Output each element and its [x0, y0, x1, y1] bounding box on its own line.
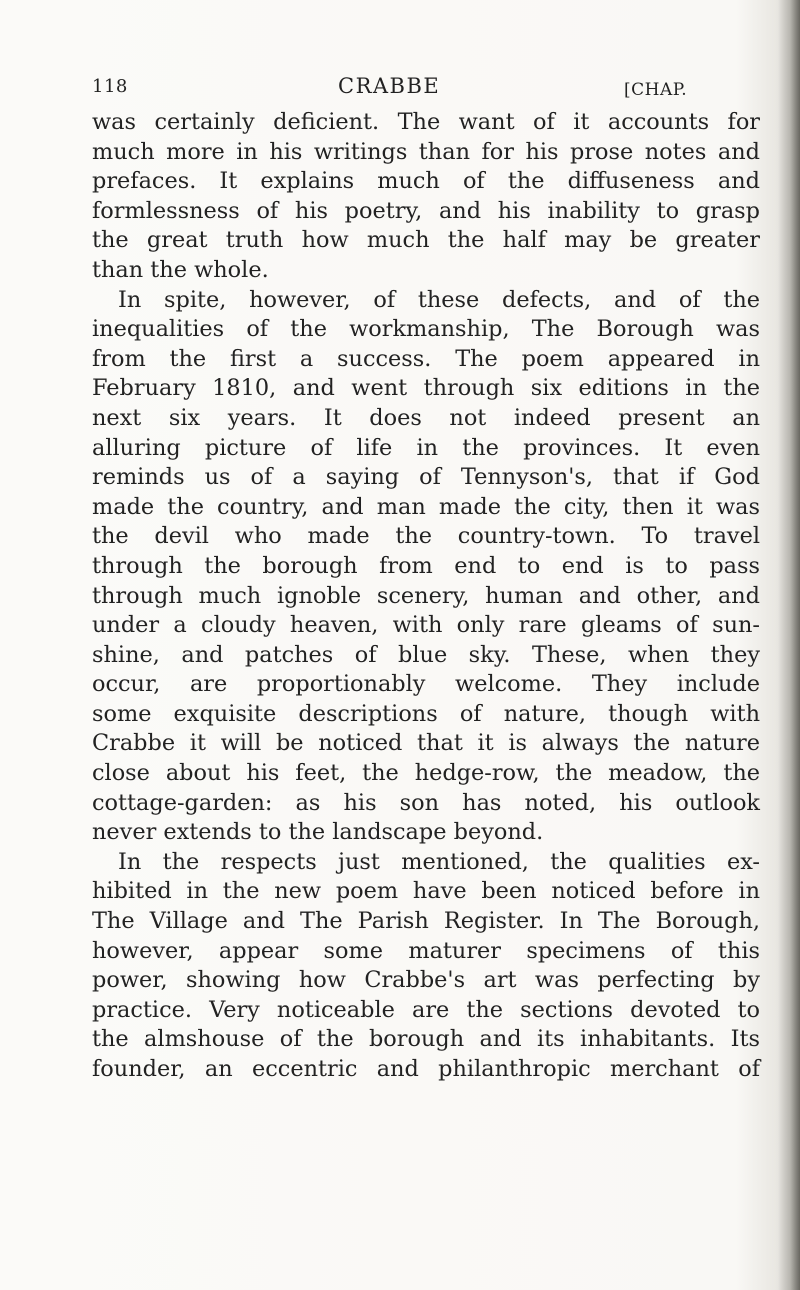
text-line: In spite, however, of these defects, and of the: [118, 286, 760, 313]
chapter-marker: [CHAP.: [624, 80, 688, 100]
text-line: from the first a success. The poem appeared in: [92, 345, 760, 372]
text-line: under a cloudy heaven, with only rare gleams of sun-: [92, 612, 760, 639]
text-line: Crabbe it will be noticed that it is always the nature: [92, 730, 760, 757]
text-line: shine, and patches of blue sky. These, when they: [92, 641, 760, 668]
text-line: alluring picture of life in the provinces. It even: [92, 434, 760, 461]
text-line: practice. Very noticeable are the sections devoted to: [92, 996, 760, 1023]
running-head: [0, 72, 800, 102]
text-line: some exquisite descriptions of nature, though with: [92, 700, 760, 727]
text-line: made the country, and man made the city, then it was: [92, 493, 760, 520]
text-line: the devil who made the country-town. To travel: [92, 523, 760, 550]
text-line: close about his feet, the hedge-row, the meadow, the: [92, 760, 760, 787]
text-line: much more in his writings than for his prose notes and: [92, 138, 760, 165]
text-line: next six years. It does not indeed present an: [92, 404, 760, 431]
body-text: [92, 108, 760, 1085]
text-line: hibited in the new poem have been noticed before in: [92, 878, 760, 905]
text-line: occur, are proportionably welcome. They include: [92, 671, 760, 698]
text-line: the almshouse of the borough and its inhabitants. Its: [92, 1026, 760, 1053]
text-line: than the whole.: [92, 256, 269, 283]
page-edge-shadow: [778, 0, 800, 1290]
text-line: cottage-garden: as his son has noted, his outlook: [92, 789, 760, 816]
text-line: never extends to the landscape beyond.: [92, 819, 544, 846]
text-line: power, showing how Crabbe's art was perfecting by: [92, 967, 760, 994]
page-number: 118: [92, 76, 128, 97]
text-line: February 1810, and went through six editions in the: [92, 375, 760, 402]
text-line: however, appear some maturer specimens of this: [92, 937, 760, 964]
text-line: inequalities of the workmanship, The Borough was: [92, 316, 760, 343]
text-line: formlessness of his poetry, and his inability to grasp: [92, 197, 760, 224]
text-line: prefaces. It explains much of the diffuseness and: [92, 168, 760, 195]
running-title: CRABBE: [338, 74, 441, 98]
text-line: The Village and The Parish Register. In The Borough,: [92, 908, 760, 935]
text-line: reminds us of a saying of Tennyson's, that if God: [92, 464, 760, 491]
text-line: through much ignoble scenery, human and other, and: [92, 582, 760, 609]
text-line: through the borough from end to end is to pass: [92, 552, 760, 579]
text-line: In the respects just mentioned, the qualities ex-: [118, 848, 760, 875]
text-line: was certainly deficient. The want of it accounts for: [92, 109, 760, 135]
text-line: founder, an eccentric and philanthropic merchant of: [92, 1056, 760, 1082]
text-line: the great truth how much the half may be greater: [92, 227, 760, 254]
